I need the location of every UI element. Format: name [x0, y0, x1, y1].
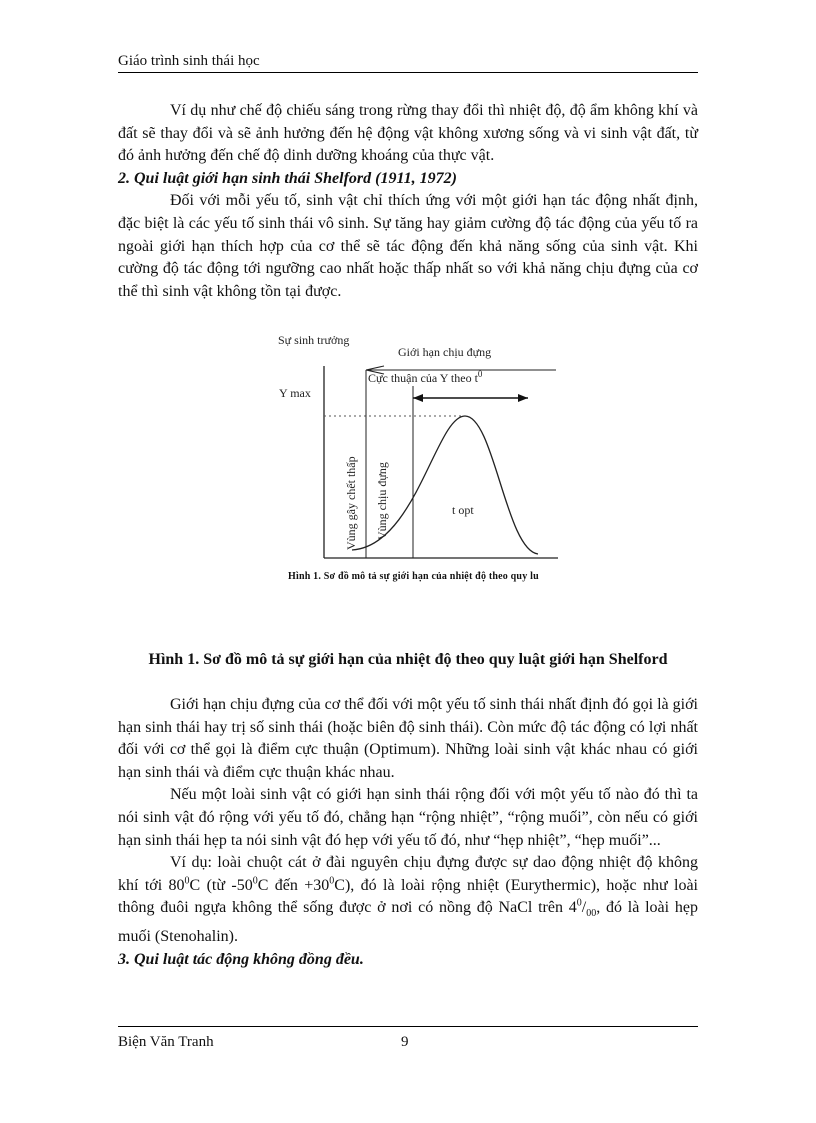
paragraph-broad-narrow: Nếu một loài sinh vật có giới hạn sinh thái rộng đối với một yếu tố nào đó thì ta nói sinh vật đó rộng với yếu tố đó, chẳng hạn “rộng nhiệt”, “rộng muối”, còn nếu có giới hạn sinh thái hẹp ta nói sinh vật đó hẹp với yếu tố đó, như “hẹp nhiệt”, “hẹp muối”... [118, 786, 698, 849]
y-axis-label: Sự sinh trưởng [278, 333, 350, 347]
footer-rule [118, 1026, 698, 1027]
page-number: 9 [401, 1034, 409, 1050]
running-header: Giáo trình sinh thái học [118, 53, 260, 69]
paragraph-intro: Ví dụ như chế độ chiếu sáng trong rừng thay đổi thì nhiệt độ, độ ẩm không khí và đất sẽ thay đổi và sẽ ảnh hưởng đến hệ động vật không xương sống và vi sinh vật đất, từ đó ảnh hưởng đến chế độ dinh dưỡng khoáng của thực vật. [118, 102, 698, 165]
topt-label: t opt [452, 503, 474, 517]
header-rule [118, 72, 698, 73]
zone-tolerance-label: Vùng chịu đựng [375, 462, 389, 540]
paragraph-example [118, 852, 698, 949]
tolerance-arrow-start [366, 366, 384, 370]
shelford-diagram [266, 318, 566, 600]
footer-author: Biện Văn Tranh [118, 1034, 214, 1050]
permille-sup: 0 [576, 898, 582, 910]
example-text-4: C), đó là loài rộng nhiệt (Eurythermic), hoặc như loài thông đuôi ngựa không thể sống được ở nơi có nồng độ NaCl trên 4 [118, 876, 699, 917]
section-2-heading: 2. Qui luật giới hạn sinh thái Shelford (1911, 1972) [118, 169, 457, 187]
figure-embedded-caption: Hình 1. Sơ đồ mô tả sự giới hạn của nhiệt độ theo quy lu [288, 571, 539, 582]
ymax-label: Y max [279, 386, 311, 400]
degree-sup: 0 [329, 875, 335, 887]
example-text-2: C (từ -50 [189, 876, 253, 894]
tolerance-label: Giới hạn chịu đựng [398, 345, 492, 359]
figure-caption: Hình 1. Sơ đồ mô tả sự giới hạn của nhiệt độ theo quy luật giới hạn Shelford [148, 651, 668, 668]
optimum-label-sup: 0 [477, 369, 483, 379]
example-text-5: , đó là loài hẹp muối (Stenohalin). [118, 899, 698, 946]
optimum-arrow-right [518, 394, 528, 402]
paragraph-shelford: Đối với mỗi yếu tố, sinh vật chỉ thích ứng với một giới hạn tác động nhất định, đặc biệt là các yếu tố sinh thái vô sinh. Sự tăng hay giảm cường độ tác động của yếu tố ra ngoài giới hạn thích hợp của cơ thể sẽ tác động đến khả năng sống của sinh vật. Khi cường độ tác động tới ngưỡng cao nhất hoặc thấp nhất so với khả năng chịu đựng của cơ thể thì sinh vật không tồn tại được. [118, 192, 698, 300]
optimum-label [368, 369, 483, 385]
shelford-figure [266, 318, 566, 600]
permille-sub: 00 [586, 908, 597, 920]
zone-lethal-label: Vùng gây chết thấp [344, 456, 358, 550]
degree-sup: 0 [252, 875, 258, 887]
paragraph-tolerance: Giới hạn chịu đựng của cơ thể đối với một yếu tố sinh thái nhất định đó gọi là giới hạn sinh thái hay trị số sinh thái (hoặc biên độ sinh thái). Còn mức độ tác động có lợi nhất đối với cơ thể gọi là điểm cực thuận (Optimum). Những loài sinh vật khác nhau có giới hạn sinh thái và điểm cực thuận khác nhau. [118, 696, 698, 781]
optimum-label-text: Cực thuận của Y theo t [368, 371, 478, 385]
example-text-1: Ví dụ: loài chuột cát ở đài nguyên chịu đựng được sự dao động nhiệt độ không khí tới 80 [118, 854, 698, 894]
section-3-heading: 3. Qui luật tác động không đồng đều. [118, 950, 364, 968]
degree-sup: 0 [184, 875, 190, 887]
text-block-bottom [118, 694, 698, 971]
optimum-arrow-left [413, 394, 423, 402]
text-block-top [118, 100, 698, 303]
slash: / [581, 899, 587, 917]
example-text-3: C đến +30 [257, 876, 330, 894]
